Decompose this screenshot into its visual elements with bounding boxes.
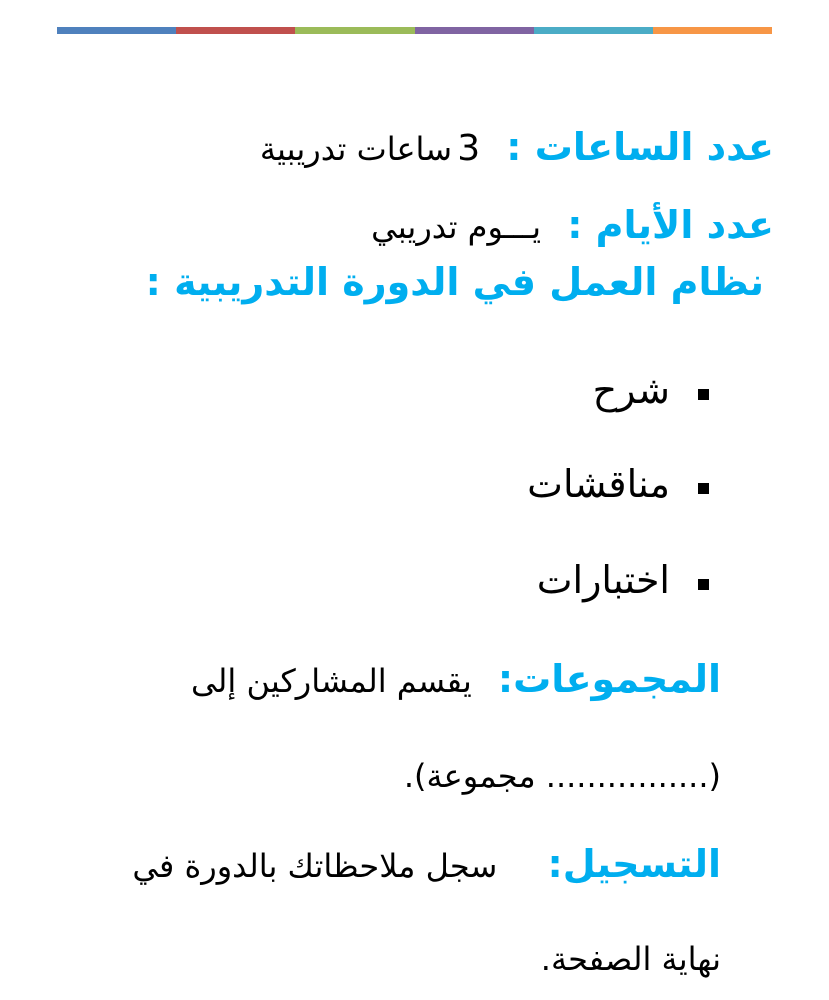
color-bar-segment-orange <box>653 27 772 34</box>
training-hours-value: ساعات تدريبية <box>259 130 453 168</box>
registration-value: سجل ملاحظاتك بالدورة في <box>132 847 498 885</box>
training-hours-line <box>260 125 774 169</box>
training-hours-label: عدد الساعات : <box>506 125 774 169</box>
list-item-label: مناقشات <box>527 462 670 506</box>
color-bar-segment-red <box>176 27 295 34</box>
groups-line <box>191 657 721 701</box>
square-bullet-icon <box>698 579 709 590</box>
list-item <box>537 558 709 602</box>
list-item <box>527 462 709 506</box>
decorative-color-bar <box>57 27 772 34</box>
training-days-label: عدد الأيام : <box>567 203 774 247</box>
list-item-label: اختبارات <box>536 558 670 602</box>
square-bullet-icon <box>698 483 709 494</box>
square-bullet-icon <box>698 389 709 400</box>
registration-label: التسجيل: <box>547 842 721 886</box>
list-item-label: شرح <box>592 368 670 412</box>
color-bar-segment-purple <box>415 27 534 34</box>
groups-value: يقسم المشاركين إلى <box>191 662 472 700</box>
color-bar-segment-teal <box>534 27 653 34</box>
groups-label: المجموعات: <box>497 657 721 701</box>
training-days-line <box>371 203 774 247</box>
registration-line <box>132 842 721 886</box>
registration-continuation: نهاية الصفحة. <box>540 940 721 978</box>
work-system-heading: نظام العمل في الدورة التدريبية : <box>145 260 764 304</box>
list-item <box>593 368 709 412</box>
training-days-value: يـــوم تدريبي <box>371 208 542 246</box>
color-bar-segment-blue <box>57 27 176 34</box>
groups-continuation: (................ مجموعة). <box>403 757 721 795</box>
color-bar-segment-green <box>295 27 414 34</box>
training-hours-number: 3 <box>457 128 481 169</box>
